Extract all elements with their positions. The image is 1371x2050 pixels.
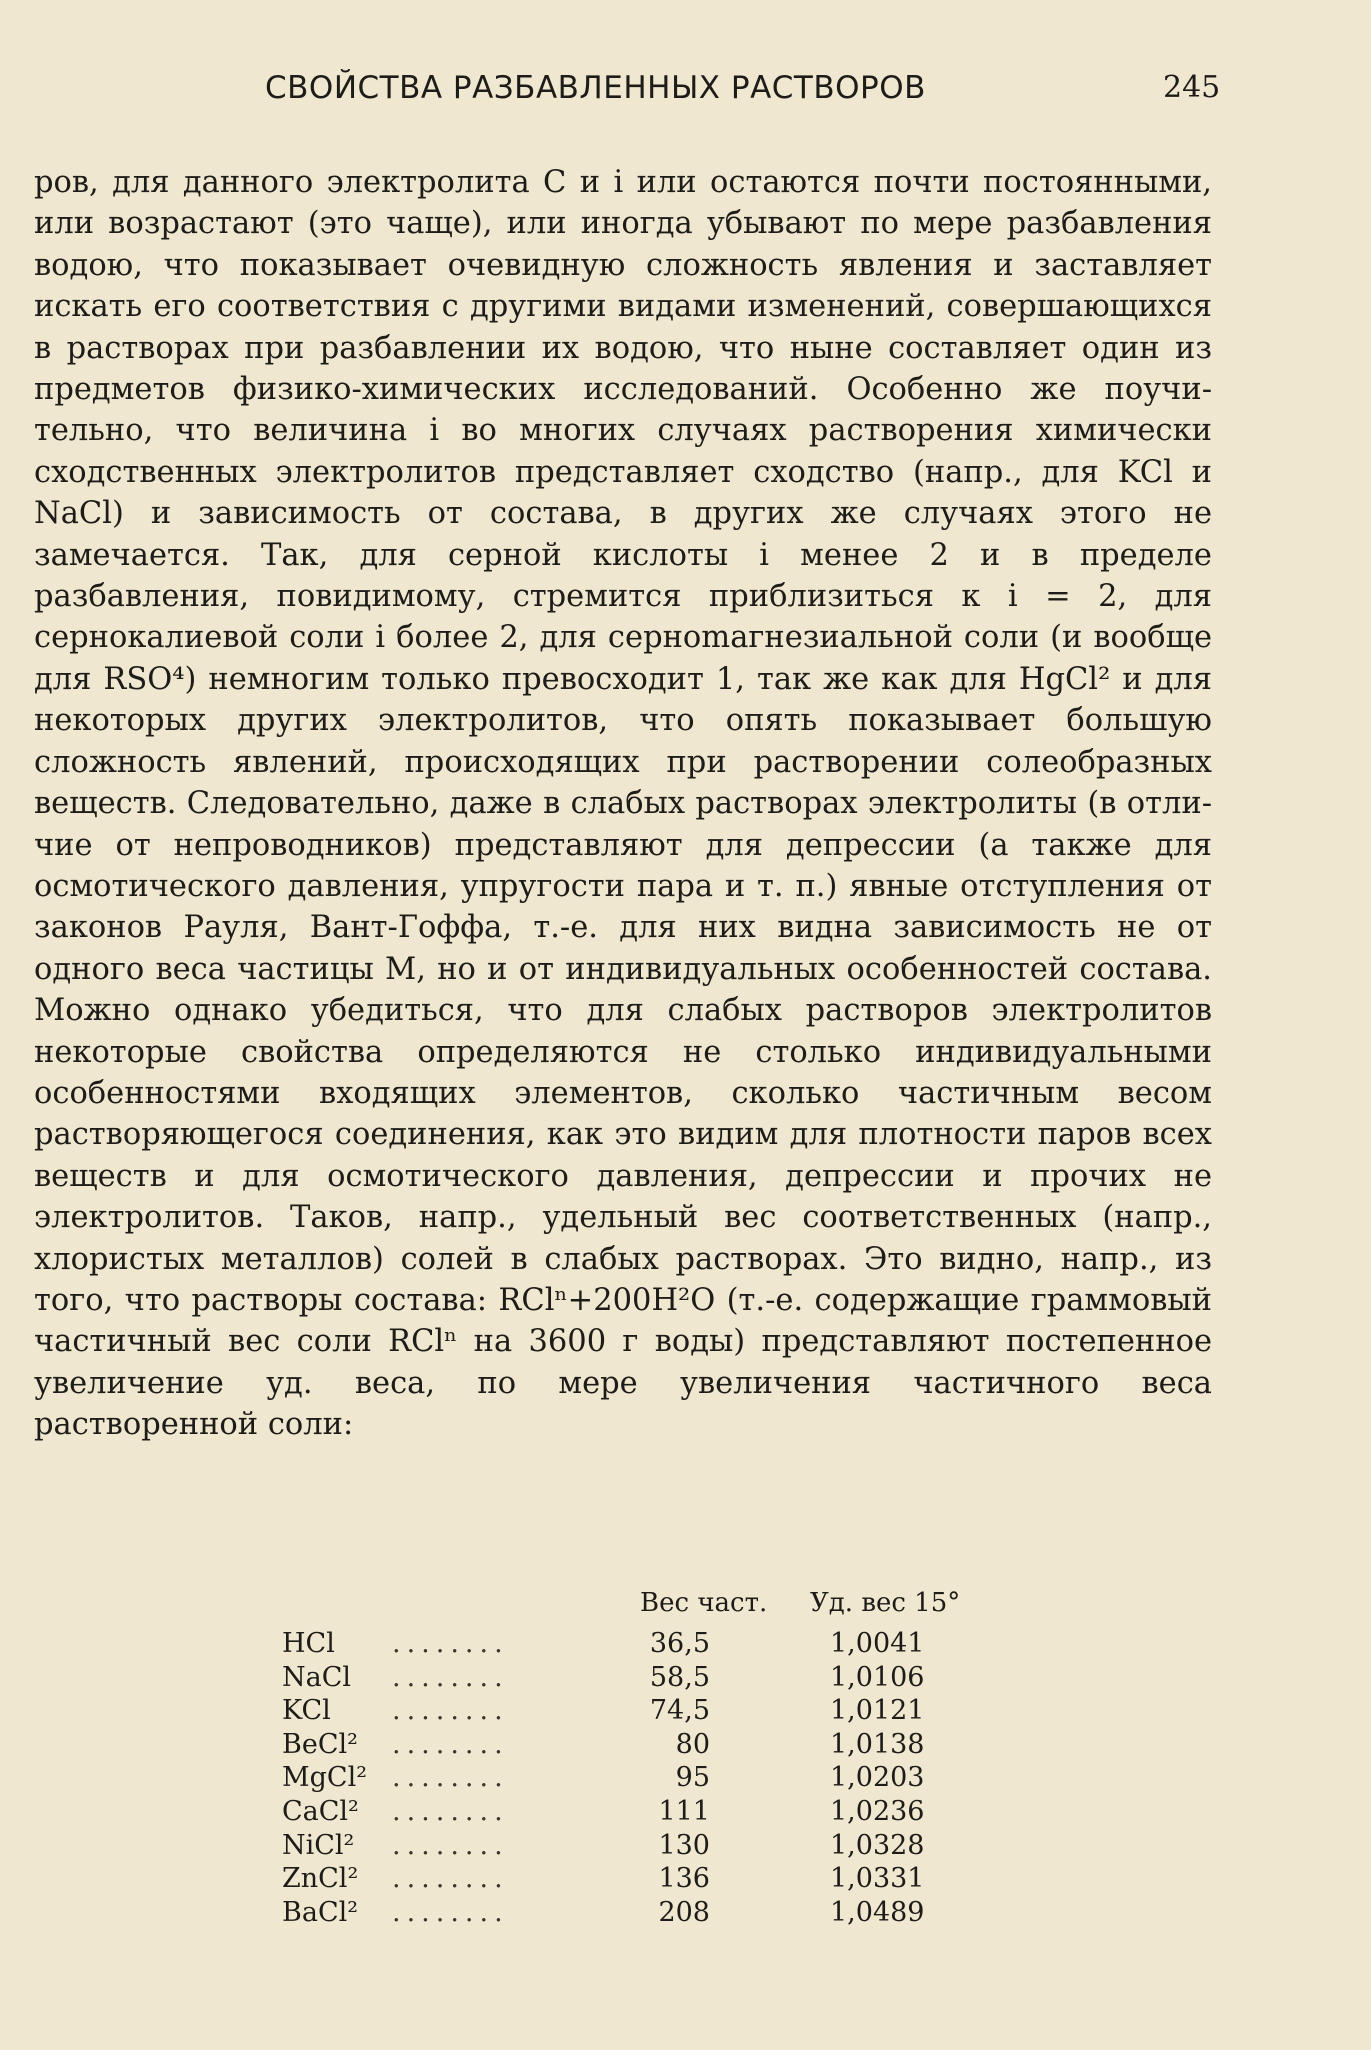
body-text bbox=[34, 162, 1212, 1446]
dot-leader: ........ bbox=[392, 1762, 509, 1794]
density-cell: 1,0121 bbox=[830, 1695, 925, 1727]
compound-cell: MgCl² bbox=[282, 1762, 368, 1794]
compound-cell: NaCl bbox=[282, 1661, 352, 1693]
mass-cell: 80 bbox=[675, 1728, 710, 1760]
mass-cell: 36,5 bbox=[649, 1628, 710, 1659]
mass-cell: 130 bbox=[658, 1829, 710, 1861]
table-row bbox=[282, 1896, 1002, 1930]
running-title: СВОЙСТВА РАЗБАВЛЕННЫХ РАСТВОРОВ bbox=[265, 70, 926, 106]
mass-cell: 208 bbox=[658, 1896, 710, 1928]
table-row bbox=[282, 1694, 1002, 1728]
density-cell: 1,0489 bbox=[830, 1896, 925, 1928]
density-cell: 1,0328 bbox=[830, 1829, 925, 1861]
density-cell: 1,0331 bbox=[830, 1863, 925, 1895]
density-cell: 1,0041 bbox=[830, 1628, 925, 1659]
compound-cell: CaCl² bbox=[282, 1795, 359, 1827]
dot-leader: ........ bbox=[392, 1863, 509, 1895]
table-header bbox=[282, 1587, 1002, 1627]
table-row bbox=[282, 1728, 1002, 1762]
paragraph: ров, для данного электролита C и i или остаются почти постоянными, или возрастают (это чаще), или иногда убывают по мере разбавления водою, что показывает очевидную сложность явления и заставляет искать его соответствия с другими видами изменений, совершающихся в растворах при разбавлении их водою, что ныне составляет один из предметов физико-химических исследований. Особенно же поучительно, что величина i во многих случаях растворения химически сходственных электролитов представляет сходство (напр., для KCl и NaCl) и зависимость от состава, в других же случаях этого не замечается. Так, для серной кислоты i менее 2 и в пределе разбавления, повидимому, стремится приблизиться к i = 2, для сернокалиевой соли i более 2, для сернomагнезиальной соли (и вообще для RSO⁴) немногим только превосходит 1, так же как для HgCl² и для некоторых других электролитов, что опять показывает большую сложность явлений, происходящих при растворении солеобразных веществ. Следовательно, даже в слабых растворах электролиты (в отличие от непроводников) представляют для депрессии (а также для осмотического давления, упругости пара и т. п.) явные отступления от законов Рауля, Вант-Гоффа, т.-е. для них видна зависимость не от одного веса частицы M, но и от индивидуальных особенностей состава. Можно однако убедиться, что для слабых растворов электролитов некоторые свойства определяются не столько индивидуальными особенностями входящих элементов, сколько частичным весом растворяющегося соединения, как это видим для плотности паров всех веществ и для осмотического давления, депрессии и прочих не электролитов. Таков, напр., удельный вес соответственных (напр., хлористых металлов) солей в слабых растворах. Это видно, напр., из того, что растворы состава: RClⁿ+200H²O (т.-е. содержащие граммовый частичный вес соли RClⁿ на 3600 г воды) представляют постепенное увеличение уд. веса, по мере увеличения частичного веса растворенной соли: bbox=[34, 165, 1212, 1443]
compound-cell: BaCl² bbox=[282, 1896, 359, 1928]
dot-leader: ........ bbox=[392, 1728, 509, 1760]
table-row bbox=[282, 1862, 1002, 1896]
mass-cell: 111 bbox=[658, 1795, 710, 1827]
table-row bbox=[282, 1627, 1002, 1661]
compound-cell: BeCl² bbox=[282, 1728, 358, 1760]
dot-leader: ........ bbox=[392, 1661, 509, 1693]
mass-cell: 136 bbox=[658, 1863, 710, 1895]
table-row bbox=[282, 1829, 1002, 1863]
header-molecular-weight: Вес част. bbox=[640, 1588, 768, 1618]
density-cell: 1,0203 bbox=[830, 1762, 925, 1794]
table-row bbox=[282, 1761, 1002, 1795]
mass-cell: 95 bbox=[675, 1762, 710, 1794]
page-number: 245 bbox=[1163, 70, 1221, 105]
dot-leader: ........ bbox=[392, 1628, 509, 1659]
density-cell: 1,0138 bbox=[830, 1728, 925, 1760]
compound-cell: KCl bbox=[282, 1695, 331, 1727]
header-specific-gravity: Уд. вес 15° bbox=[810, 1588, 961, 1618]
dot-leader: ........ bbox=[392, 1795, 509, 1827]
dot-leader: ........ bbox=[392, 1829, 509, 1861]
density-cell: 1,0106 bbox=[830, 1661, 925, 1693]
table-row bbox=[282, 1661, 1002, 1695]
compound-cell: HCl bbox=[282, 1628, 335, 1659]
mass-cell: 74,5 bbox=[649, 1695, 710, 1727]
mass-cell: 58,5 bbox=[649, 1661, 710, 1693]
page-header bbox=[0, 70, 1371, 120]
dot-leader: ........ bbox=[392, 1695, 509, 1727]
compound-cell: ZnCl² bbox=[282, 1863, 359, 1895]
compound-cell: NiCl² bbox=[282, 1829, 355, 1861]
table-row bbox=[282, 1795, 1002, 1829]
dot-leader: ........ bbox=[392, 1896, 509, 1928]
density-table bbox=[282, 1587, 1002, 1929]
density-cell: 1,0236 bbox=[830, 1795, 925, 1827]
